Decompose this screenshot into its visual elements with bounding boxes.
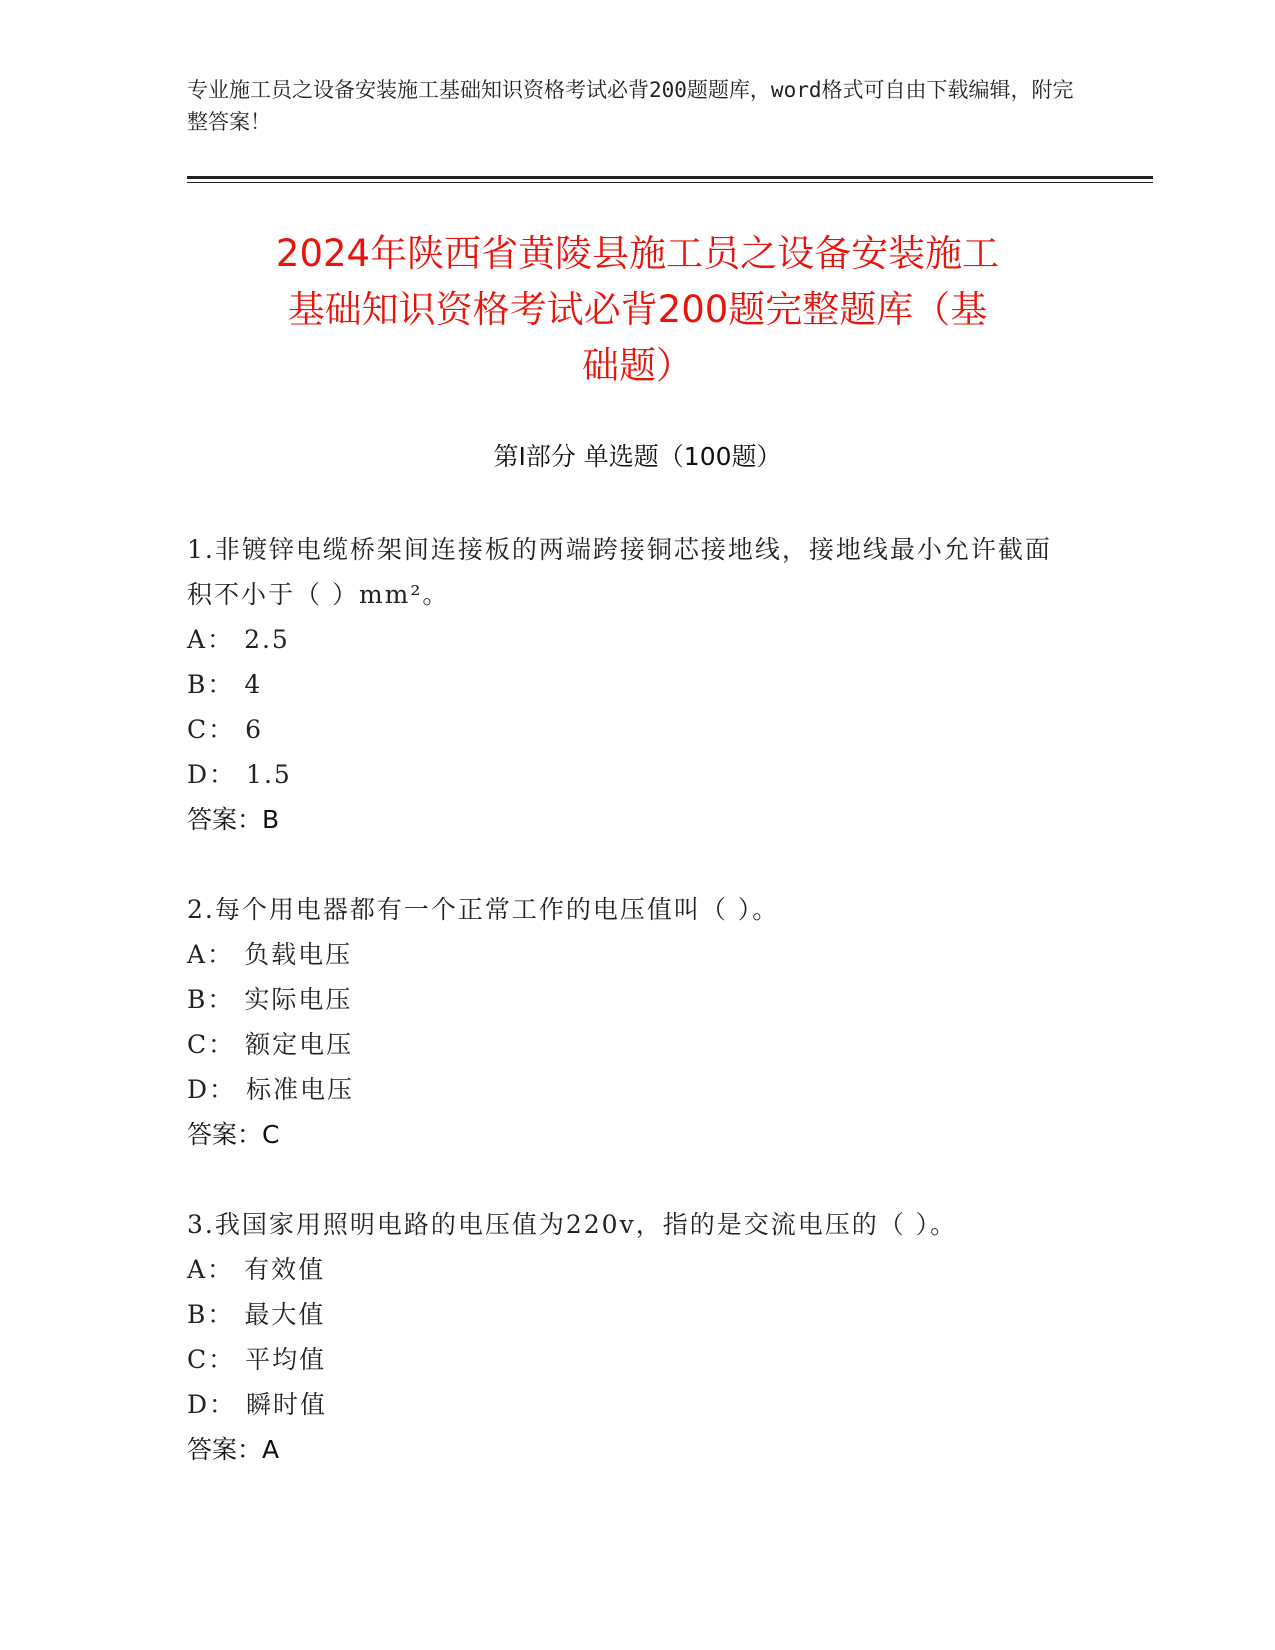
option-b bbox=[187, 977, 1067, 1022]
option-label: B： bbox=[187, 985, 235, 1014]
question-item bbox=[187, 527, 1067, 842]
header-rule-thin bbox=[187, 182, 1153, 183]
option-b bbox=[187, 1292, 1067, 1337]
option-text: 标准电压 bbox=[246, 1075, 355, 1104]
option-text: 额定电压 bbox=[245, 1030, 354, 1059]
option-a bbox=[187, 617, 1067, 662]
option-a bbox=[187, 1247, 1067, 1292]
option-text: 2.5 bbox=[244, 625, 290, 654]
option-text: 最大值 bbox=[244, 1300, 326, 1329]
option-b bbox=[187, 662, 1067, 707]
option-label: A： bbox=[187, 1255, 235, 1284]
question-stem: 2.每个用电器都有一个正常工作的电压值叫（ ）。 bbox=[187, 895, 780, 924]
option-text: 负载电压 bbox=[244, 940, 353, 969]
question-stem: 1.非镀锌电缆桥架间连接板的两端跨接铜芯接地线，接地线最小允许截面积不小于（ ）mm²。 bbox=[187, 535, 1052, 609]
question-item bbox=[187, 1202, 1067, 1472]
option-text: 实际电压 bbox=[244, 985, 353, 1014]
question-item bbox=[187, 887, 1067, 1157]
option-c bbox=[187, 707, 1067, 752]
question-list bbox=[187, 527, 1067, 1517]
option-label: D： bbox=[187, 760, 237, 789]
title-line: 础题） bbox=[582, 344, 693, 387]
option-text: 瞬时值 bbox=[246, 1390, 328, 1419]
title-line: 基础知识资格考试必背200题完整题库（基 bbox=[287, 288, 988, 331]
option-d bbox=[187, 1382, 1067, 1427]
document-title bbox=[150, 226, 1125, 394]
section-title: 第I部分 单选题（100题） bbox=[493, 442, 782, 471]
option-d bbox=[187, 1067, 1067, 1112]
option-label: C： bbox=[187, 715, 236, 744]
option-label: A： bbox=[187, 625, 235, 654]
option-text: 有效值 bbox=[244, 1255, 326, 1284]
option-text: 4 bbox=[244, 670, 263, 699]
option-label: B： bbox=[187, 1300, 235, 1329]
title-line: 2024年陕西省黄陵县施工员之设备安装施工 bbox=[275, 232, 1000, 275]
option-label: A： bbox=[187, 940, 235, 969]
option-label: C： bbox=[187, 1345, 236, 1374]
option-d bbox=[187, 752, 1067, 797]
option-text: 1.5 bbox=[246, 760, 292, 789]
option-label: C： bbox=[187, 1030, 236, 1059]
answer-line: 答案：B bbox=[187, 805, 280, 834]
answer-line: 答案：C bbox=[187, 1120, 280, 1149]
header-rule-thick bbox=[187, 176, 1153, 179]
option-label: B： bbox=[187, 670, 235, 699]
header-note: 专业施工员之设备安装施工基础知识资格考试必背200题题库，word格式可自由下载编辑，附完整答案！ bbox=[187, 78, 1074, 134]
option-text: 6 bbox=[245, 715, 264, 744]
option-c bbox=[187, 1337, 1067, 1382]
option-a bbox=[187, 932, 1067, 977]
option-c bbox=[187, 1022, 1067, 1067]
option-text: 平均值 bbox=[245, 1345, 327, 1374]
option-label: D： bbox=[187, 1075, 237, 1104]
option-label: D： bbox=[187, 1390, 237, 1419]
answer-line: 答案：A bbox=[187, 1435, 280, 1464]
question-stem: 3.我国家用照明电路的电压值为220v，指的是交流电压的（ ）。 bbox=[187, 1210, 958, 1239]
